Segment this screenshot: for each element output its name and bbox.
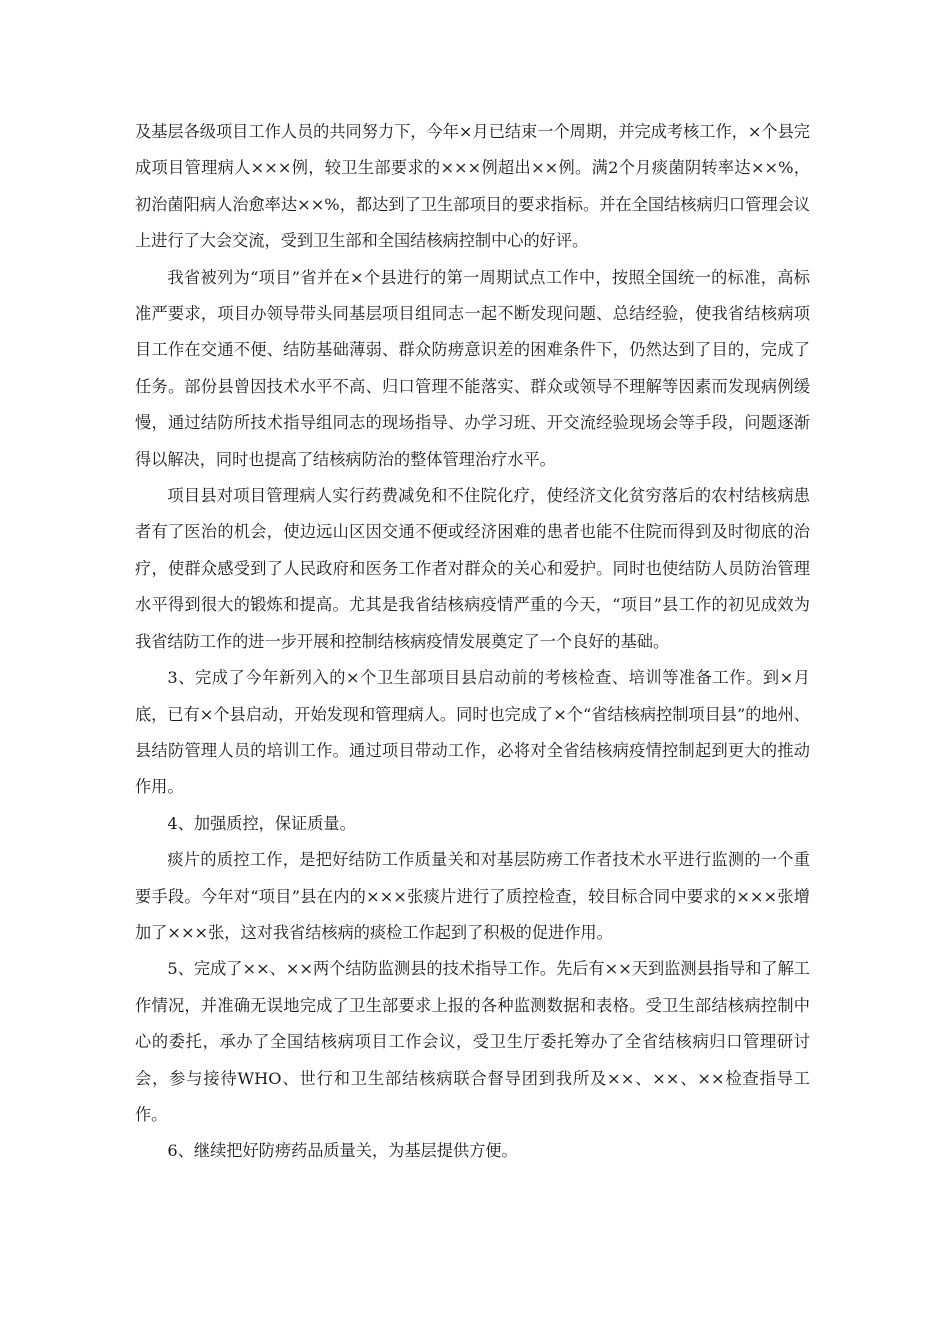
body-text (135, 114, 810, 1170)
paragraph-pilot-project: 我省被列为“项目”省并在×个县进行的第一周期试点工作中，按照全国统一的标准，高标准严要求，项目办领导带头同基层项目组同志一起不断发现问题、总结经验，使我省结核病项目工作在交通不便、结防基础薄弱、群众防痨意识差的困难条件下，仍然达到了目的，完成了任务。部份县曾因技术水平不高、归口管理不能落实、群众或领导不理解等因素而发现病例缓慢，通过结防所技术指导组同志的现场指导、办学习班、开交流经验现场会等手段，问题逐渐得以解决，同时也提高了结核病防治的整体管理治疗水平。 (135, 267, 810, 469)
paragraph-item-4-heading: 4、加强质控，保证质量。 (167, 813, 356, 833)
paragraph-item-3: 3、完成了今年新列入的×个卫生部项目县启动前的考核检查、培训等准备工作。到×月底，已有×个县启动，开始发现和管理病人。同时也完成了×个“省结核病控制项目县”的地州、县结防管理人员的培训工作。通过项目带动工作，必将对全省结核病疫情控制起到更大的推动作用。 (135, 668, 810, 797)
paragraph-fee-reduction: 项目县对项目管理病人实行药费减免和不住院化疗，使经济文化贫穷落后的农村结核病患者有了医治的机会，使边远山区因交通不便或经济困难的患者也能不住院而得到及时彻底的治疗，使群众感受到了人民政府和医务工作者对群众的关心和爱护。同时也使结防人员防治管理水平得到很大的锻炼和提高。尤其是我省结核病疫情严重的今天，“项目”县工作的初见成效为我省结防工作的进一步开展和控制结核病疫情发展奠定了一个良好的基础。 (135, 486, 810, 651)
paragraph-item-6-heading: 6、继续把好防痨药品质量关，为基层提供方便。 (167, 1141, 518, 1161)
paragraph-item-5: 5、完成了××、××两个结防监测县的技术指导工作。先后有××天到监测县指导和了解工作情况，并准确无误地完成了卫生部要求上报的各种监测数据和表格。受卫生部结核病控制中心的委托，承办了全国结核病项目工作会议，受卫生厅委托筹办了全省结核病归口管理研讨会，参与接待WHO、世行和卫生部结核病联合督导团到我所及××、××、××检查指导工作。 (135, 959, 810, 1124)
paragraph-quality-control: 痰片的质控工作，是把好结防工作质量关和对基层防痨工作者技术水平进行监测的一个重要手段。今年对“项目”县在内的×××张痰片进行了质控检查，较目标合同中要求的×××张增加了×××张，这对我省结核病的痰检工作起到了积极的促进作用。 (135, 850, 810, 942)
paragraph-continuation: 及基层各级项目工作人员的共同努力下，今年×月已结束一个周期，并完成考核工作，×个县完成项目管理病人×××例，较卫生部要求的×××例超出××例。满2个月痰菌阴转率达××%，初治菌阳病人治愈率达××%，都达到了卫生部项目的要求指标。并在全国结核病归口管理会议上进行了大会交流，受到卫生部和全国结核病控制中心的好评。 (135, 122, 810, 251)
